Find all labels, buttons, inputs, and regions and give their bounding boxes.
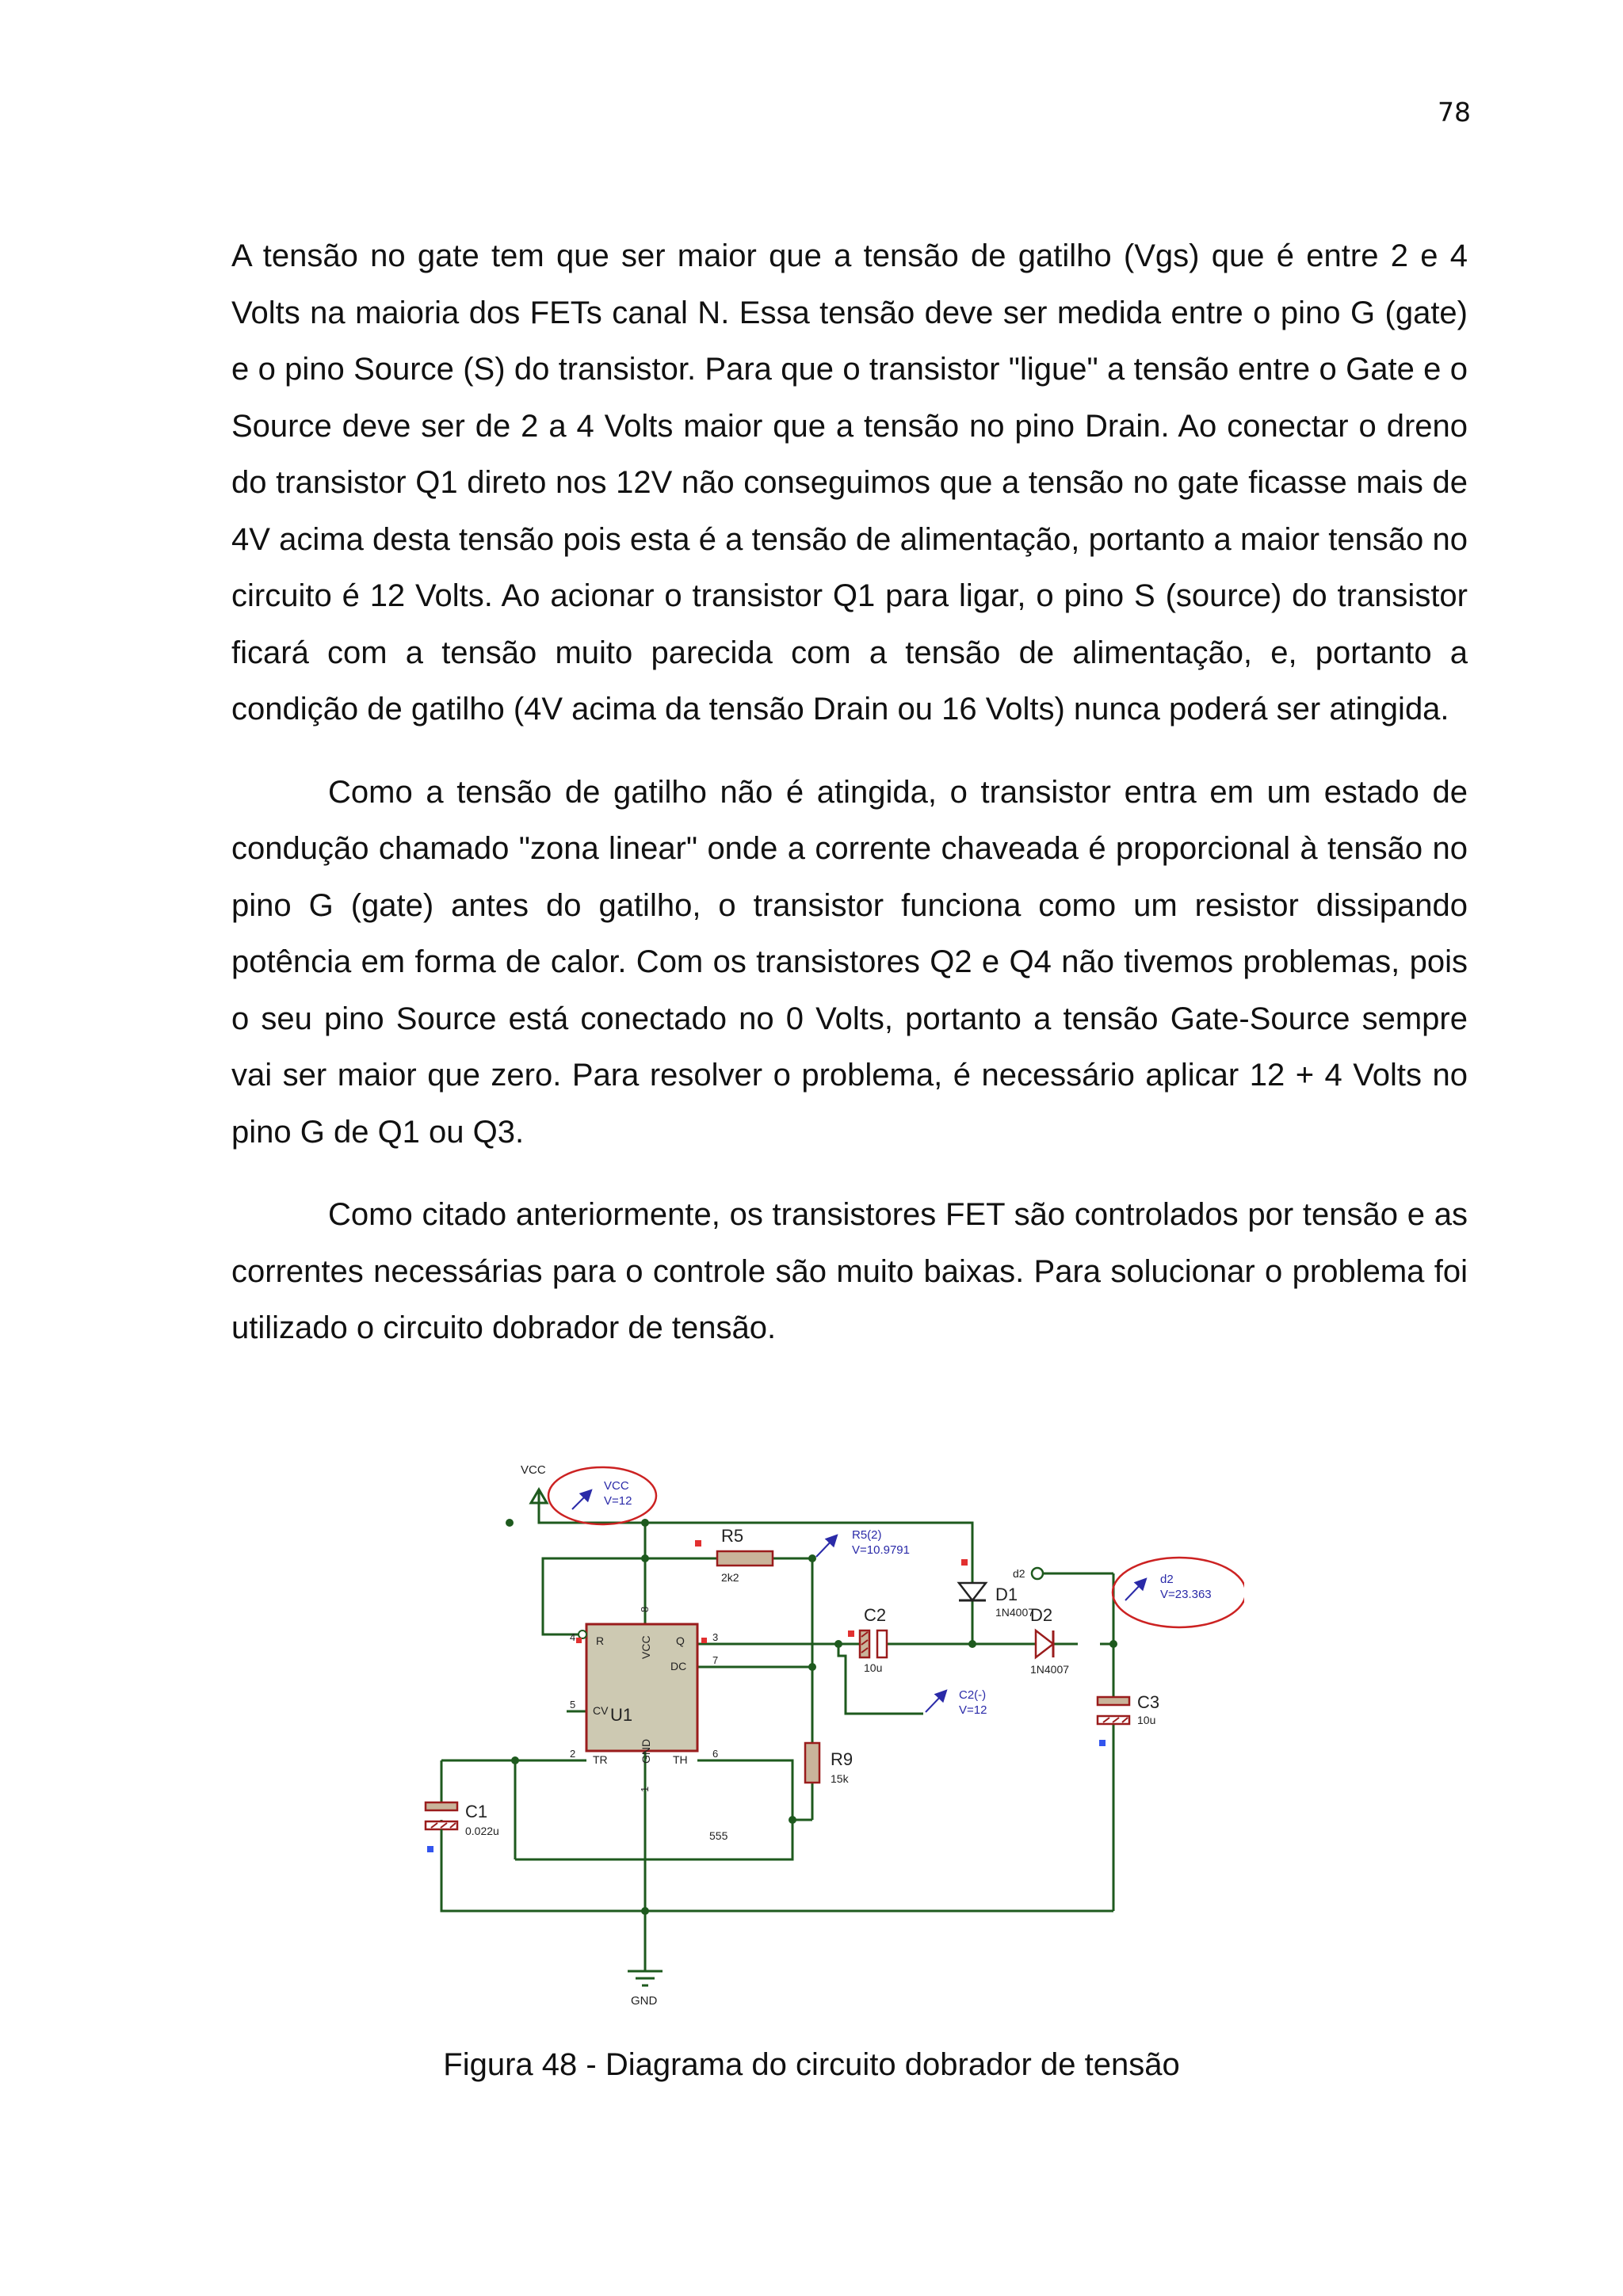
- svg-text:V=12: V=12: [604, 1494, 632, 1508]
- svg-text:VCC: VCC: [640, 1635, 652, 1659]
- svg-text:V=10.9791: V=10.9791: [852, 1543, 910, 1557]
- svg-text:15k: 15k: [831, 1772, 849, 1785]
- svg-text:0.022u: 0.022u: [465, 1825, 499, 1837]
- svg-text:D2: D2: [1030, 1605, 1053, 1625]
- svg-text:C2(-): C2(-): [959, 1688, 987, 1702]
- svg-text:C3: C3: [1137, 1692, 1160, 1712]
- figure-voltage-doubler: [420, 1450, 1244, 2004]
- svg-text:8: 8: [639, 1606, 651, 1612]
- svg-text:TR: TR: [593, 1753, 608, 1766]
- svg-text:R: R: [596, 1634, 605, 1647]
- body-text: [231, 228, 1468, 1383]
- c1-capacitor: [426, 1802, 499, 1911]
- svg-text:GND: GND: [640, 1738, 652, 1764]
- d2-probe: [1113, 1558, 1244, 1627]
- svg-text:2: 2: [570, 1748, 576, 1760]
- u1-label: U1: [610, 1705, 633, 1725]
- svg-text:10u: 10u: [1137, 1714, 1156, 1726]
- vcc-label: VCC: [521, 1463, 546, 1477]
- paragraph-2: Como a tensão de gatilho não é atingida, o transistor entra em um estado de condução chamado "zona linear" onde a corrente chaveada é proporcional à tensão no pino G (gate) antes do gatilho, o transistor funciona como um resistor dissipando potência em forma de calor. Com os transistores Q2 e Q4 não tivemos problemas, pois o seu pino Source está conectado no 0 Volts, portanto a tensão Gate-Source sempre vai ser maior que zero. Para resolver o problema, é necessário aplicar 12 + 4 Volts no pino G de Q1 ou Q3.: [231, 774, 1468, 1150]
- vcc-symbol: [521, 1463, 547, 1503]
- svg-text:DC: DC: [670, 1660, 687, 1672]
- paragraph-3: Como citado anteriormente, os transistores FET são controlados por tensão e as correntes necessárias para o controle são muito baixas. Para solucionar o problema foi utilizado o circuito dobrador de tensão.: [231, 1197, 1468, 1345]
- c2-probe: [926, 1688, 987, 1717]
- svg-text:d2: d2: [1160, 1573, 1174, 1586]
- d2-diode: [1030, 1605, 1069, 1676]
- circuit-schematic: [420, 1450, 1244, 2004]
- svg-text:3: 3: [712, 1631, 719, 1643]
- svg-text:6: 6: [712, 1748, 719, 1760]
- svg-text:Q: Q: [676, 1634, 685, 1647]
- svg-text:V=12: V=12: [959, 1703, 987, 1717]
- gnd-symbol: [628, 1971, 663, 2004]
- svg-text:2k2: 2k2: [721, 1571, 739, 1584]
- d2-terminal: [1013, 1567, 1043, 1580]
- svg-text:C2: C2: [864, 1605, 887, 1625]
- page-number: 78: [1438, 97, 1471, 128]
- svg-text:1: 1: [639, 1786, 651, 1792]
- vcc-probe: [548, 1467, 656, 1524]
- c3-capacitor: [1098, 1692, 1159, 1746]
- svg-text:10u: 10u: [864, 1661, 883, 1674]
- svg-text:R9: R9: [831, 1749, 854, 1769]
- svg-text:R5: R5: [721, 1526, 744, 1546]
- svg-text:R5(2): R5(2): [852, 1528, 882, 1542]
- r9-resistor: [805, 1743, 853, 1785]
- svg-text:4: 4: [570, 1631, 576, 1643]
- svg-text:5: 5: [570, 1699, 576, 1711]
- r5-probe: [816, 1528, 910, 1557]
- svg-text:VCC: VCC: [604, 1479, 629, 1493]
- r5-resistor: [695, 1526, 773, 1584]
- svg-text:1N4007: 1N4007: [1030, 1663, 1070, 1676]
- u1-type: 555: [709, 1829, 728, 1842]
- u1-555-ic: [570, 1607, 728, 1842]
- c2-capacitor: [848, 1605, 887, 1674]
- gnd-label: GND: [631, 1994, 658, 2004]
- svg-text:D1: D1: [995, 1585, 1018, 1604]
- svg-text:TH: TH: [673, 1753, 688, 1766]
- svg-text:7: 7: [712, 1654, 719, 1666]
- svg-text:d2: d2: [1013, 1567, 1025, 1580]
- svg-text:V=23.363: V=23.363: [1160, 1588, 1212, 1601]
- figure-caption: Figura 48 - Diagrama do circuito dobrador de tensão: [443, 2047, 1180, 2082]
- svg-text:C1: C1: [465, 1802, 488, 1821]
- svg-text:1N4007: 1N4007: [995, 1606, 1035, 1619]
- svg-text:CV: CV: [593, 1704, 609, 1717]
- paragraph-1: A tensão no gate tem que ser maior que a tensão de gatilho (Vgs) que é entre 2 e 4 Volts na maioria dos FETs canal N. Essa tensão deve ser medida entre o pino G (gate) e o pino Source (S) do transistor. Para que o transistor "ligue" a tensão entre o Gate e o Source deve ser de 2 a 4 Volts maior que a tensão no pino Drain. Ao conectar o dreno do transistor Q1 direto nos 12V não conseguimos que a tensão no gate ficasse mais de 4V acima desta tensão pois esta é a tensão de alimentação, portanto a maior tensão no circuito é 12 Volts. Ao acionar o transistor Q1 para ligar, o pino S (source) do transistor ficará com a tensão muito parecida com a tensão de alimentação, e, portanto a condição de gatilho (4V acima da tensão Drain ou 16 Volts) nunca poderá ser atingida.: [231, 238, 1468, 727]
